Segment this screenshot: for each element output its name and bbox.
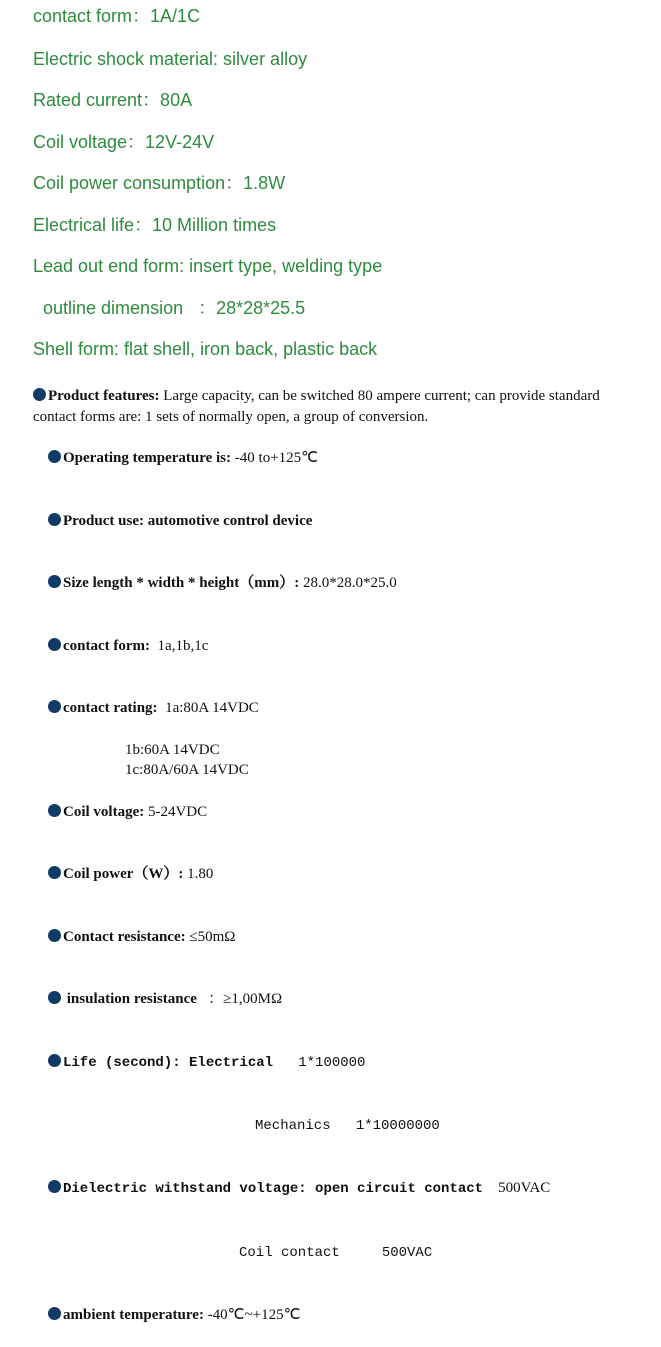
bullet-icon [48, 1054, 61, 1067]
detail-dielectric [33, 1157, 643, 1220]
detail-value: Coil contact 500VAC [239, 1244, 433, 1261]
detail-value: 1.80 [183, 866, 214, 883]
detail-contact-rating-1c: 1c:80A/60A 14VDC [125, 762, 249, 779]
specification-summary [33, 0, 653, 374]
detail-value: Large capacity, can be switched 80 ampere current; can provide standard contact forms are: 1 sets of normally open, a group of conversion. [33, 388, 600, 425]
bullet-icon [48, 991, 61, 1004]
detail-label: insulation resistance [63, 991, 197, 1008]
detail-label: Coil voltage: [63, 803, 145, 820]
detail-contact-form [33, 615, 643, 677]
detail-features [33, 386, 643, 428]
detail-value: Mechanics 1*10000000 [255, 1117, 440, 1134]
detail-value: 28.0*28.0*25.0 [299, 575, 397, 592]
bullet-icon [48, 513, 61, 526]
detail-coil-power [33, 844, 643, 906]
spec-rated-current: Rated current：80A [33, 90, 193, 110]
detail-value: 1a,1b,1c [150, 637, 209, 654]
bullet-icon [48, 804, 61, 817]
detail-label: Size length * width * height（mm）: [63, 575, 300, 592]
bullet-icon [48, 929, 61, 942]
spec-contact-form: contact form：1A/1C [33, 6, 201, 26]
detail-label: Life (second): Electrical [63, 1054, 274, 1071]
detail-insulation-resistance [33, 968, 643, 1030]
detail-label: Product features: [48, 388, 160, 404]
bullet-icon [48, 700, 61, 713]
detail-value: -40℃~+125℃ [203, 1307, 301, 1324]
detail-value: 500VAC [483, 1180, 551, 1197]
detail-value: ：≥1,00MΩ [196, 991, 283, 1008]
product-details [33, 386, 643, 1347]
detail-contact-resistance [33, 906, 643, 968]
bullet-icon [48, 450, 61, 463]
detail-operating-temperature [33, 428, 643, 490]
detail-label: Dielectric withstand voltage: open circuit contact [63, 1181, 484, 1198]
detail-value: -40 to+125℃ [231, 450, 318, 467]
detail-contact-rating-1b: 1b:60A 14VDC [125, 741, 220, 758]
bullet-icon [48, 575, 61, 588]
detail-product-use [33, 490, 643, 552]
detail-life-mechanics [33, 1094, 643, 1157]
detail-label: ambient temperature: [63, 1307, 204, 1324]
spec-shell-form: Shell form: flat shell, iron back, plastic back [33, 339, 378, 359]
detail-label: contact form: [63, 637, 151, 654]
bullet-icon [48, 866, 61, 879]
detail-coil-voltage [33, 781, 643, 843]
bullet-icon [48, 1180, 61, 1193]
spec-lead-out-form: Lead out end form: insert type, welding type [33, 256, 383, 276]
detail-dielectric-coil [33, 1221, 643, 1284]
detail-value: 5-24VDC [144, 803, 208, 820]
spec-outline-dimension: outline dimension ：28*28*25.5 [33, 297, 306, 318]
spec-coil-power: Coil power consumption：1.8W [33, 173, 286, 193]
detail-label: Operating temperature is: [63, 450, 232, 467]
bullet-icon [33, 388, 46, 401]
bullet-icon [48, 1307, 61, 1320]
detail-value: 1a:80A 14VDC [157, 699, 259, 716]
detail-size [33, 552, 643, 614]
detail-life [33, 1031, 643, 1094]
bullet-icon [48, 638, 61, 651]
spec-electrical-life: Electrical life：10 Million times [33, 214, 277, 235]
detail-label: contact rating: [63, 699, 158, 716]
detail-label: Product use: automotive control device [63, 512, 313, 529]
detail-label: Contact resistance: [63, 928, 186, 945]
detail-label: Coil power（W）: [63, 866, 184, 883]
detail-ambient-temperature [33, 1284, 643, 1346]
spec-contact-material: Electric shock material: silver alloy [33, 48, 308, 69]
detail-value: ≤50mΩ [185, 928, 236, 945]
detail-value: 1*100000 [273, 1054, 366, 1071]
detail-contact-rating [33, 677, 643, 739]
spec-coil-voltage: Coil voltage：12V-24V [33, 131, 215, 152]
